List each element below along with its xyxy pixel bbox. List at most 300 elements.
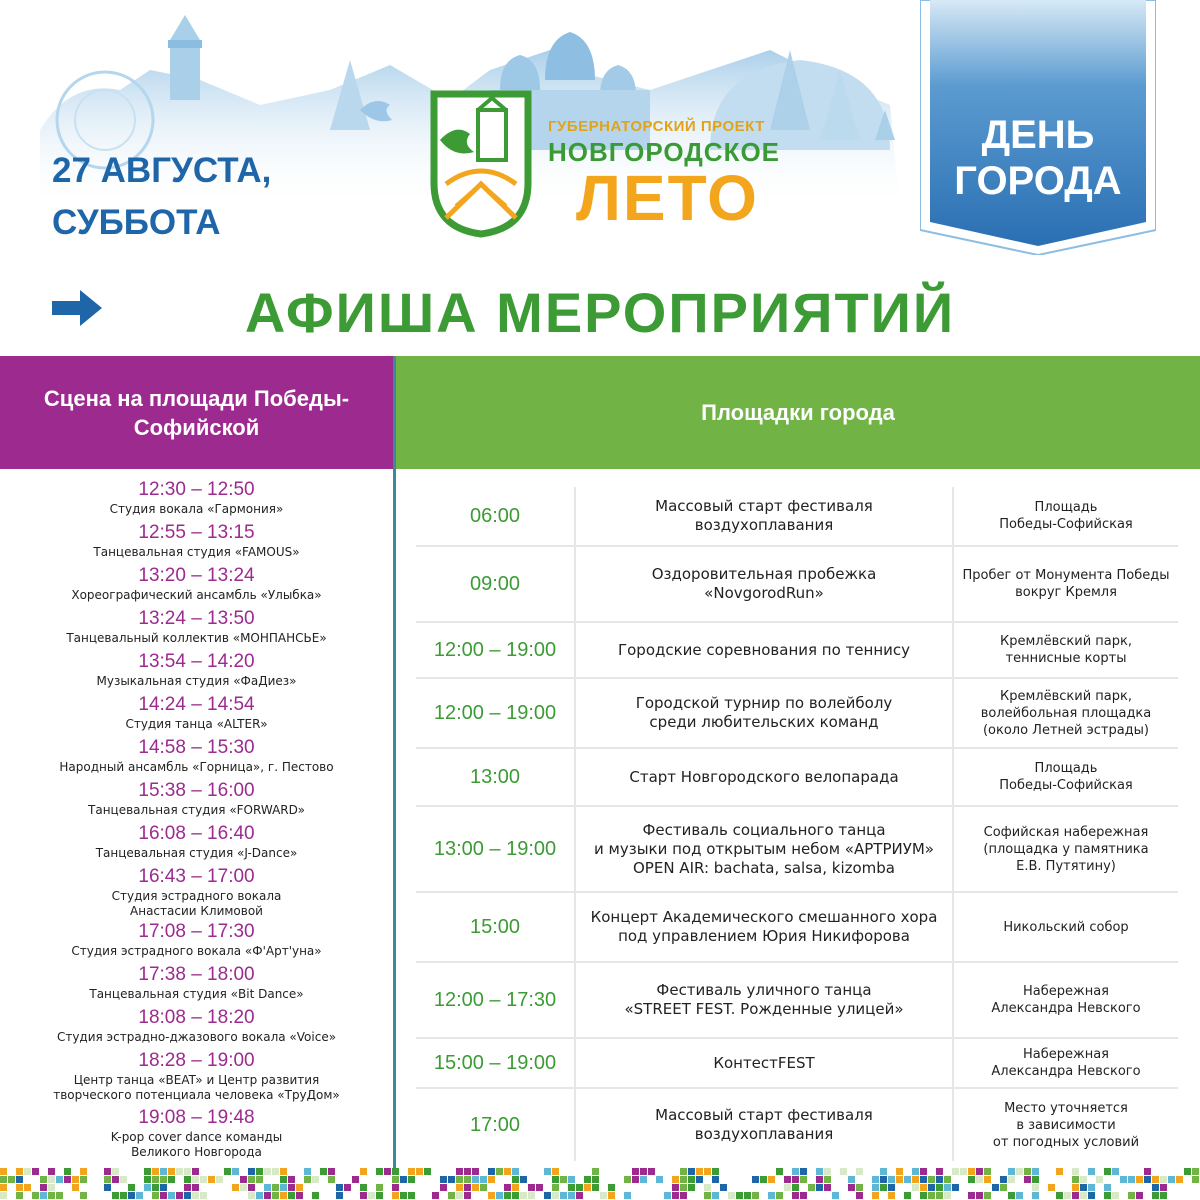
- pattern-pixel: [184, 1176, 191, 1183]
- pattern-pixel: [568, 1176, 575, 1183]
- stage-performer: Танцевальная студия «FAMOUS»: [93, 545, 300, 559]
- pattern-pixel: [496, 1192, 503, 1199]
- page-title: АФИША МЕРОПРИЯТИЙ: [244, 281, 956, 344]
- pattern-pixel: [56, 1192, 63, 1199]
- pattern-pixel: [512, 1192, 519, 1199]
- event-row: [416, 547, 1178, 623]
- pattern-pixel: [472, 1168, 479, 1175]
- pattern-pixel: [512, 1184, 519, 1191]
- stage-performer: Хореографический ансамбль «Улыбка»: [71, 588, 322, 602]
- pattern-pixel: [968, 1192, 975, 1199]
- pattern-pixel: [1088, 1192, 1095, 1199]
- pattern-pixel: [1032, 1168, 1039, 1175]
- pattern-pixel: [120, 1192, 127, 1199]
- event-row: [416, 893, 1178, 963]
- event-name: Городские соревнования по теннису: [576, 623, 954, 677]
- stage-performer: Великого Новгорода: [131, 1145, 262, 1159]
- pattern-pixel: [552, 1176, 559, 1183]
- pattern-pixel: [400, 1176, 407, 1183]
- pattern-pixel: [504, 1192, 511, 1199]
- pattern-pixel: [440, 1176, 447, 1183]
- pattern-pixel: [16, 1168, 23, 1175]
- pattern-pixel: [232, 1184, 239, 1191]
- pattern-pixel: [792, 1184, 799, 1191]
- pattern-pixel: [1024, 1176, 1031, 1183]
- pattern-pixel: [16, 1192, 23, 1199]
- event-venue: Набережная Александра Невского: [991, 1047, 1141, 1079]
- pattern-pixel: [984, 1192, 991, 1199]
- event-venue: Место уточняется в зависимости от погодных условий: [992, 1100, 1140, 1150]
- stage-time: 12:30 – 12:50: [138, 479, 255, 500]
- pattern-pixel: [1144, 1168, 1151, 1175]
- stage-performer: Народный ансамбль «Горница», г. Пестово: [59, 760, 334, 774]
- pattern-pixel: [344, 1184, 351, 1191]
- pattern-pixel: [72, 1176, 79, 1183]
- pattern-pixel: [552, 1184, 559, 1191]
- pattern-pixel: [376, 1168, 383, 1175]
- pattern-pixel: [384, 1168, 391, 1175]
- stage-performer: Студия эстрадного вокала: [111, 889, 282, 903]
- pattern-pixel: [904, 1176, 911, 1183]
- stage-time: 14:24 – 14:54: [138, 694, 255, 715]
- pattern-pixel: [280, 1176, 287, 1183]
- pattern-pixel: [392, 1176, 399, 1183]
- pattern-pixel: [176, 1168, 183, 1175]
- pattern-pixel: [656, 1176, 663, 1183]
- pattern-pixel: [168, 1192, 175, 1199]
- pattern-pixel: [464, 1168, 471, 1175]
- pattern-pixel: [1080, 1184, 1087, 1191]
- pattern-pixel: [48, 1192, 55, 1199]
- pattern-pixel: [1032, 1192, 1039, 1199]
- pattern-pixel: [640, 1176, 647, 1183]
- pattern-pixel: [992, 1184, 999, 1191]
- pattern-pixel: [736, 1192, 743, 1199]
- pattern-pixel: [224, 1168, 231, 1175]
- pattern-pixel: [1192, 1176, 1199, 1183]
- pattern-pixel: [592, 1176, 599, 1183]
- pattern-pixel: [1120, 1176, 1127, 1183]
- pattern-pixel: [944, 1176, 951, 1183]
- event-venue: Кремлёвский парк, теннисные корты: [1000, 634, 1132, 666]
- event-time: 12:00 – 19:00: [416, 623, 576, 677]
- pattern-pixel: [0, 1192, 7, 1199]
- pattern-pixel: [608, 1192, 615, 1199]
- pattern-pixel: [0, 1168, 7, 1175]
- pattern-pixel: [1152, 1192, 1159, 1199]
- pattern-pixel: [48, 1168, 55, 1175]
- pattern-pixel: [1080, 1176, 1087, 1183]
- pattern-pixel: [976, 1168, 983, 1175]
- pattern-pixel: [568, 1192, 575, 1199]
- pattern-pixel: [1008, 1176, 1015, 1183]
- pattern-pixel: [1144, 1176, 1151, 1183]
- event-venue: Кремлёвский парк, волейбольная площадка (около Летней эстрады): [980, 688, 1152, 738]
- event-time: 12:00 – 17:30: [416, 963, 576, 1037]
- stage-time: 13:54 – 14:20: [138, 651, 255, 672]
- event-row: [416, 679, 1178, 749]
- pattern-pixel: [800, 1168, 807, 1175]
- pattern-pixel: [880, 1184, 887, 1191]
- stage-time: 12:55 – 13:15: [138, 522, 255, 543]
- pattern-pixel: [744, 1192, 751, 1199]
- pattern-pixel: [1000, 1184, 1007, 1191]
- city-events-table: [416, 487, 1178, 1161]
- pattern-pixel: [824, 1184, 831, 1191]
- pattern-pixel: [200, 1176, 207, 1183]
- pattern-pixel: [288, 1176, 295, 1183]
- pattern-pixel: [816, 1168, 823, 1175]
- pattern-pixel: [1152, 1176, 1159, 1183]
- pattern-pixel: [464, 1184, 471, 1191]
- pattern-pixel: [624, 1176, 631, 1183]
- pattern-pixel: [520, 1192, 527, 1199]
- event-name: Оздоровительная пробежка «NovgorodRun»: [576, 547, 954, 621]
- pattern-pixel: [784, 1176, 791, 1183]
- pattern-pixel: [1152, 1184, 1159, 1191]
- pattern-pixel: [184, 1184, 191, 1191]
- pattern-pixel: [416, 1168, 423, 1175]
- pattern-pixel: [328, 1176, 335, 1183]
- pattern-pixel: [968, 1168, 975, 1175]
- logo-big-word: ЛЕТО: [576, 162, 759, 234]
- stage-time: 18:28 – 19:00: [138, 1050, 255, 1071]
- pattern-pixel: [920, 1176, 927, 1183]
- pattern-pixel: [1088, 1168, 1095, 1175]
- pattern-pixel: [256, 1168, 263, 1175]
- stage-item: [0, 1049, 393, 1106]
- pattern-pixel: [456, 1176, 463, 1183]
- pattern-pixel: [360, 1192, 367, 1199]
- pattern-pixel: [288, 1184, 295, 1191]
- pattern-pixel: [472, 1184, 479, 1191]
- header: [0, 0, 1200, 270]
- pattern-pixel: [640, 1168, 647, 1175]
- pattern-pixel: [360, 1168, 367, 1175]
- event-date: [52, 145, 271, 249]
- pattern-pixel: [784, 1184, 791, 1191]
- stage-item: [0, 822, 393, 865]
- pattern-pixel: [936, 1176, 943, 1183]
- pattern-pixel: [880, 1168, 887, 1175]
- pattern-pixel: [24, 1184, 31, 1191]
- pattern-pixel: [856, 1184, 863, 1191]
- column-divider: [393, 356, 396, 1172]
- event-row: [416, 807, 1178, 893]
- stage-time: 13:24 – 13:50: [138, 608, 255, 629]
- pattern-pixel: [168, 1168, 175, 1175]
- pattern-pixel: [40, 1176, 47, 1183]
- pattern-pixel: [1128, 1192, 1135, 1199]
- pattern-pixel: [544, 1168, 551, 1175]
- pattern-pixel: [112, 1168, 119, 1175]
- pattern-pixel: [24, 1168, 31, 1175]
- pattern-pixel: [80, 1168, 87, 1175]
- pattern-pixel: [536, 1184, 543, 1191]
- pattern-pixel: [144, 1168, 151, 1175]
- pattern-pixel: [920, 1168, 927, 1175]
- pattern-pixel: [608, 1184, 615, 1191]
- stage-item: [0, 521, 393, 564]
- stage-item: [0, 963, 393, 1006]
- pattern-pixel: [576, 1184, 583, 1191]
- pattern-pixel: [296, 1192, 303, 1199]
- pattern-pixel: [312, 1176, 319, 1183]
- pattern-pixel: [760, 1176, 767, 1183]
- pattern-pixel: [824, 1176, 831, 1183]
- pattern-pixel: [1072, 1176, 1079, 1183]
- decorative-pixel-pattern: [0, 1166, 1200, 1200]
- event-venue: Пробег от Монумента Победы вокруг Кремля: [962, 568, 1170, 600]
- pattern-pixel: [552, 1168, 559, 1175]
- pattern-pixel: [512, 1176, 519, 1183]
- stage-item: [0, 478, 393, 521]
- event-time: 15:00: [416, 893, 576, 961]
- pattern-pixel: [392, 1184, 399, 1191]
- pattern-pixel: [232, 1168, 239, 1175]
- stage-item: [0, 1006, 393, 1049]
- date-line: 27 АВГУСТА,: [52, 151, 272, 190]
- pattern-pixel: [928, 1184, 935, 1191]
- pattern-pixel: [944, 1192, 951, 1199]
- pattern-pixel: [584, 1184, 591, 1191]
- pattern-pixel: [984, 1176, 991, 1183]
- stage-performer: Студия танца «ALTER»: [125, 717, 268, 731]
- pattern-pixel: [728, 1192, 735, 1199]
- event-row: [416, 1039, 1178, 1089]
- city-day-label: [920, 112, 1156, 204]
- pattern-pixel: [976, 1176, 983, 1183]
- pattern-pixel: [104, 1168, 111, 1175]
- event-name: Городской турнир по волейболу среди любительских команд: [576, 679, 954, 747]
- pattern-pixel: [80, 1192, 87, 1199]
- pattern-pixel: [1008, 1192, 1015, 1199]
- pattern-pixel: [424, 1168, 431, 1175]
- pattern-pixel: [696, 1168, 703, 1175]
- pattern-pixel: [776, 1168, 783, 1175]
- pattern-pixel: [976, 1192, 983, 1199]
- logo-wordmark: [548, 118, 781, 234]
- stage-time: 14:58 – 15:30: [138, 737, 255, 758]
- pattern-pixel: [1008, 1168, 1015, 1175]
- pattern-pixel: [152, 1176, 159, 1183]
- pattern-pixel: [1104, 1168, 1111, 1175]
- pattern-pixel: [1128, 1176, 1135, 1183]
- pattern-pixel: [152, 1168, 159, 1175]
- stage-performer: Анастасии Климовой: [130, 904, 263, 918]
- pattern-pixel: [792, 1192, 799, 1199]
- pattern-pixel: [800, 1192, 807, 1199]
- pattern-pixel: [160, 1192, 167, 1199]
- pattern-pixel: [144, 1176, 151, 1183]
- pattern-pixel: [1016, 1192, 1023, 1199]
- pattern-pixel: [464, 1176, 471, 1183]
- pattern-pixel: [376, 1192, 383, 1199]
- pattern-pixel: [928, 1192, 935, 1199]
- pattern-pixel: [1104, 1184, 1111, 1191]
- pattern-pixel: [392, 1168, 399, 1175]
- pattern-pixel: [936, 1192, 943, 1199]
- pattern-pixel: [696, 1176, 703, 1183]
- pattern-pixel: [488, 1176, 495, 1183]
- pattern-pixel: [544, 1192, 551, 1199]
- pattern-pixel: [704, 1168, 711, 1175]
- pattern-pixel: [808, 1184, 815, 1191]
- pattern-pixel: [408, 1176, 415, 1183]
- pattern-pixel: [1160, 1176, 1167, 1183]
- pattern-pixel: [304, 1176, 311, 1183]
- pattern-pixel: [136, 1192, 143, 1199]
- pattern-pixel: [192, 1192, 199, 1199]
- event-name: КонтестFEST: [576, 1039, 954, 1087]
- pattern-pixel: [0, 1176, 7, 1183]
- stage-performer: Танцевальный коллектив «МОНПАНСЬЕ»: [66, 631, 327, 645]
- pattern-pixel: [688, 1176, 695, 1183]
- pattern-pixel: [936, 1168, 943, 1175]
- event-venue: Никольский собор: [1003, 919, 1129, 935]
- pattern-pixel: [1080, 1192, 1087, 1199]
- pattern-pixel: [888, 1184, 895, 1191]
- event-row: [416, 963, 1178, 1039]
- stage-performer: Танцевальная студия «Bit Dance»: [89, 987, 304, 1001]
- pattern-pixel: [816, 1184, 823, 1191]
- pattern-pixel: [1160, 1192, 1167, 1199]
- pattern-pixel: [800, 1176, 807, 1183]
- pattern-pixel: [32, 1168, 39, 1175]
- pattern-pixel: [880, 1176, 887, 1183]
- pattern-pixel: [1072, 1184, 1079, 1191]
- pattern-pixel: [1032, 1184, 1039, 1191]
- pattern-pixel: [840, 1168, 847, 1175]
- pattern-pixel: [680, 1192, 687, 1199]
- stage-item: [0, 865, 393, 920]
- pattern-pixel: [920, 1192, 927, 1199]
- pattern-pixel: [48, 1184, 55, 1191]
- stage-performer: Танцевальная студия «J-Dance»: [95, 846, 298, 860]
- pattern-pixel: [328, 1168, 335, 1175]
- stage-item: [0, 1106, 393, 1163]
- pattern-pixel: [16, 1176, 23, 1183]
- pattern-pixel: [688, 1184, 695, 1191]
- pattern-pixel: [152, 1192, 159, 1199]
- pattern-pixel: [432, 1192, 439, 1199]
- event-time: 12:00 – 19:00: [416, 679, 576, 747]
- stage-performer: Студия эстрадного вокала «Ф'Арт'уна»: [71, 944, 322, 958]
- stage-item: [0, 607, 393, 650]
- pattern-pixel: [1048, 1184, 1055, 1191]
- pattern-pixel: [64, 1176, 71, 1183]
- pattern-pixel: [1136, 1176, 1143, 1183]
- pattern-pixel: [1056, 1168, 1063, 1175]
- pattern-pixel: [592, 1168, 599, 1175]
- pattern-pixel: [768, 1192, 775, 1199]
- pattern-pixel: [776, 1192, 783, 1199]
- pattern-pixel: [576, 1192, 583, 1199]
- pattern-pixel: [872, 1184, 879, 1191]
- pattern-pixel: [216, 1176, 223, 1183]
- pattern-pixel: [104, 1184, 111, 1191]
- pattern-pixel: [456, 1192, 463, 1199]
- pattern-pixel: [648, 1168, 655, 1175]
- pattern-pixel: [752, 1176, 759, 1183]
- pattern-pixel: [56, 1176, 63, 1183]
- pattern-pixel: [688, 1168, 695, 1175]
- event-time: 09:00: [416, 547, 576, 621]
- pattern-pixel: [960, 1168, 967, 1175]
- pattern-pixel: [368, 1192, 375, 1199]
- pattern-pixel: [712, 1168, 719, 1175]
- pattern-pixel: [592, 1184, 599, 1191]
- pattern-pixel: [672, 1176, 679, 1183]
- stage-time: 13:20 – 13:24: [138, 565, 255, 586]
- pattern-pixel: [952, 1168, 959, 1175]
- stage-program-list: [0, 478, 393, 1163]
- stage-time: 16:08 – 16:40: [138, 823, 255, 844]
- stage-performer: Музыкальная студия «ФаДиез»: [96, 674, 297, 688]
- pattern-pixel: [48, 1176, 55, 1183]
- pattern-pixel: [704, 1192, 711, 1199]
- pattern-pixel: [64, 1168, 71, 1175]
- pattern-pixel: [176, 1192, 183, 1199]
- pattern-pixel: [1184, 1168, 1191, 1175]
- pattern-pixel: [1168, 1176, 1175, 1183]
- pattern-pixel: [40, 1184, 47, 1191]
- pattern-pixel: [288, 1192, 295, 1199]
- pattern-pixel: [912, 1176, 919, 1183]
- pattern-pixel: [680, 1176, 687, 1183]
- pattern-pixel: [1160, 1184, 1167, 1191]
- pattern-pixel: [928, 1176, 935, 1183]
- pattern-pixel: [448, 1176, 455, 1183]
- event-name: Массовый старт фестиваля воздухоплавания: [576, 487, 954, 545]
- pattern-pixel: [144, 1184, 151, 1191]
- pattern-pixel: [488, 1168, 495, 1175]
- event-row: [416, 487, 1178, 547]
- pattern-pixel: [552, 1192, 559, 1199]
- logo-subtitle: ГУБЕРНАТОРСКИЙ ПРОЕКТ: [548, 118, 765, 135]
- pattern-pixel: [664, 1192, 671, 1199]
- stage-item: [0, 920, 393, 963]
- stage-performer: творческого потенциала человека «ТруДом»: [53, 1088, 340, 1102]
- event-time: 13:00: [416, 749, 576, 805]
- pattern-pixel: [1000, 1176, 1007, 1183]
- pattern-pixel: [488, 1192, 495, 1199]
- pattern-pixel: [752, 1192, 759, 1199]
- pattern-pixel: [400, 1192, 407, 1199]
- event-time: 15:00 – 19:00: [416, 1039, 576, 1087]
- stage-time: 17:38 – 18:00: [138, 964, 255, 985]
- pattern-pixel: [1192, 1168, 1199, 1175]
- stage-item: [0, 736, 393, 779]
- weekday-line: СУББОТА: [52, 203, 221, 242]
- event-time: 13:00 – 19:00: [416, 807, 576, 891]
- pattern-pixel: [792, 1176, 799, 1183]
- stage-time: 16:43 – 17:00: [138, 866, 255, 887]
- pattern-pixel: [264, 1192, 271, 1199]
- stage-performer: K-pop cover dance команды: [110, 1130, 283, 1144]
- pattern-pixel: [1072, 1168, 1079, 1175]
- pattern-pixel: [704, 1184, 711, 1191]
- pattern-pixel: [896, 1168, 903, 1175]
- pattern-pixel: [584, 1176, 591, 1183]
- stage-column-header: Сцена на площади Победы-Софийской: [0, 356, 393, 469]
- pattern-pixel: [560, 1192, 567, 1199]
- pattern-pixel: [208, 1176, 215, 1183]
- pattern-pixel: [248, 1176, 255, 1183]
- event-row: [416, 749, 1178, 807]
- pattern-pixel: [672, 1184, 679, 1191]
- event-venue: Софийская набережная (площадка у памятника Е.В. Путятину): [983, 824, 1149, 874]
